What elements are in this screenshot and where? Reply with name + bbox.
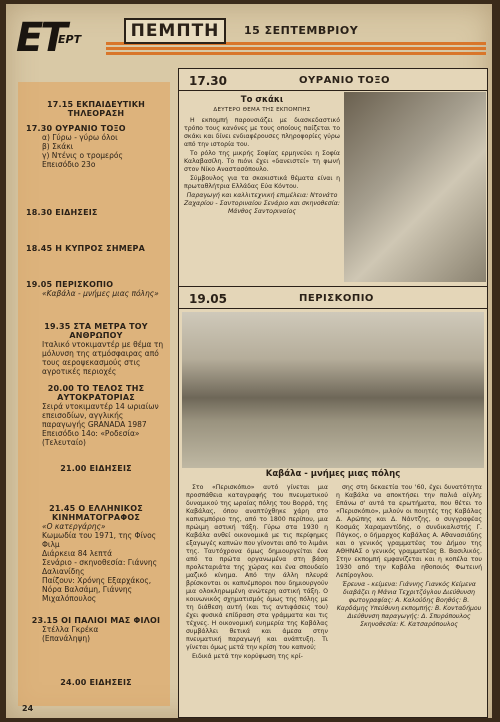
schedule-item: 17.15 ΕΚΠΑΙΔΕΥΤΙΚΗ ΤΗΛΕΟΡΑΣΗ [47, 100, 145, 118]
schedule-item: 21.45 Ο ΕΛΛΗΝΙΚΟΣ ΚΙΝΗΜΑΤΟΓΡΑΦΟΣ «Ο κατεργάρης» Κωμωδία του 1971, της Φίνος Φιλμ Διάρκεια 84 λεπτά Σενάριο - σκηνοθεσία: Γιάννης Δαλιανίδης Παίζουν: Χρόνης Εξαρχάκος, Νόρα Βαλσάμη, Γιάννης Μιχαλόπουλος [42, 504, 157, 603]
schedule-item: 18.30 ΕΙΔΗΣΕΙΣ [26, 208, 98, 217]
schedule-item: 19.35 ΣΤΑ ΜΕΤΡΑ ΤΟΥ ΑΝΘΡΩΠΟΥ Ιταλικό ντοκιμαντέρ με θέμα τη μόλυνση της ατμόσφαιρας από τους αεροψεκασμούς στις αγροτικές περιοχές [42, 322, 164, 376]
day-label: ΠΕΜΠΤΗ [124, 18, 226, 44]
box-header [179, 69, 487, 91]
box-header [179, 287, 487, 309]
schedule-item: 17.30 ΟΥΡΑΝΙΟ ΤΟΞΟ α) Γύρω - γύρω όλοι β) Σκάκι γ) Ντένις ο τρομερός Επεισόδιο 23ο [26, 124, 126, 169]
schedule-column [18, 66, 168, 706]
schedule-item: 21.00 ΕΙΔΗΣΕΙΣ [60, 464, 132, 473]
kavala-harbor-photo [182, 312, 484, 468]
date-label: 15 ΣΕΠΤΕΜΒΡΙΟΥ [244, 24, 359, 37]
masthead [6, 4, 492, 62]
ert1-logo: ET ΕΡΤ [16, 15, 82, 61]
schedule-item: 24.00 ΕΙΔΗΣΕΙΣ [60, 678, 132, 687]
box2-caption-wrap: Καβάλα - μνήμες μιας πόλης [265, 469, 401, 479]
box-time: 17.30 [189, 74, 227, 88]
schedule-item: 20.00 ΤΟ ΤΕΛΟΣ ΤΗΣ ΑΥΤΟΚΡΑΤΟΡΙΑΣ Σειρά ντοκιμαντέρ 14 ωριαίων επεισοδίων, αγγλικής παραγωγής GRANADA 1987 Επεισόδιο 14ο: «Ροδεσία» (Τελευταίο) [42, 384, 159, 447]
box2-col2: σης στη δεκαετία του '60, έχει δυνατότητα η Καβάλα να αποκτήσει την παλιά αίγλη; Επάνω σ' αυτά τα ερωτήματα, που θέτει το «Περισκόπιο», μιλούν οι ποιητές της Καβάλας Δ. Αρώπης και Δ. Νάντζης, ο συγγραφέας Κοσμάς Χαραμαντίδης, ο συνδικαλιστής Γ. Πάγκος, ο δήμαρχος Καβάλας Α. Αθανασιάδης και ο γενικός γραμματέας του Δήμου της ΑΘΗΝΑΣ ο γενικός γραμματέας Β. Βασιλικός. Στην εκπομπή εμφανίζεται και η κοπέλα του 1930 από την Καβάλα ηθοποιός Φωτεινή Λεπίρογλου. Έρευνα - κείμενα: Γιάννης Γιανκός Κείμενα διαβάζει η Μάνια Τεχριτζόγλου Διεύθυνση φωτογραφίας: Α. Καλούδης Βοηθός: Β. Καρδάμης Υπεύθυνη εκπομπής: Β. Κονταδήμου Διεύθυνση παραγωγής: Δ. Σπυρόπουλος Σκηνοθεσία: Κ. Κατσαρόπουλος [336, 484, 482, 628]
decorative-stripes [106, 42, 486, 56]
schedule-item: 18.45 Η ΚΥΠΡΟΣ ΣΗΜΕΡΑ [26, 244, 146, 253]
magazine-page [6, 4, 492, 718]
schedule-item: 23.15 ΟΙ ΠΑΛΙΟΙ ΜΑΣ ΦΙΛΟΙ Στέλλα Γκρέκα (Επανάληψη) [31, 616, 161, 643]
box-time: 19.05 [189, 292, 227, 306]
box-program-name: ΟΥΡΑΝΙΟ ΤΟΞΟ [299, 75, 391, 86]
box2-col1: Στο «Περισκόπιο» αυτό γίνεται μια προσπάθεια καταγραφής του πνευματικού δυναμικού της ωραίας πόλης του Βορρά, της Καβάλας, όπου αναπτύχθηκε χάρη στο καπνεμπόριο της, από το 1800 περίπου, μια πρώιμη αστική τάξη. Γύρω στα 1930 η Καβάλα ανθεί οικονομικά με τις περίφημες εξαγωγές καπνών που γίνονται από το λιμάνι της. Ταυτόχρονα όμως δημιουργείται ένα από τα πρώτα οργανωμένα στη βάση προλεταριάτα της χώρας και ένα σπουδαίο μαζικό κίνημα. Από την άλλη πλευρά βρίσκονται οι καπνέμποροι που δημιουργούν μια ολοκληρωμένη ανώτερη αστική τάξη. Ο κοινωνικός σχηματισμός όμως της πόλης με τη διάθεση αυτή (και τις αντιφάσεις του) έχει φυσικά επίδραση στα γράμματα και τις τέχνες. Η οικονομική ευημερία της Καβάλας συμβάλλει θετικά και άμεσα στην πνευματική παραγωγή και ανάπτυξη. Τι γίνεται όμως μετά την κρίση του καπνού; Ειδικά μετά την κορύφωση της κρί- [186, 484, 328, 660]
chess-photo [344, 92, 486, 282]
page-number: 24 [22, 704, 34, 713]
box1-text: Το σκάκι ΔΕΥΤΕΡΟ ΘΕΜΑ ΤΗΣ ΕΚΠΟΜΠΗΣ Η εκπομπή παρουσιάζει με διασκεδαστικό τρόπο τους κανόνες με τους οποίους παίζεται το σκάκι και δίνει ενδιαφέρουσες πληροφορίες γύρω από την ιστορία του. Το ρόλο της μικρής Σοφίας ερμηνεύει η Σοφία Καλαβασίλη. Το πιόνι έχει «δανειστεί» τη φωνή στον Νίκο Αναστασόπουλο. Σύμβουλος για τα σκακιστικά θέματα είναι η πρωταθλήτρια Ελλάδας Εύα Κόντου. Παραγωγή και καλλιτεχνική επιμέλεια: Ντονάτο Ζαχαρίου - Σαντοριναίου Σενάριο και σκηνοθεσία: Μάνθος Σαντοριναίος [184, 95, 340, 215]
logo-superscript: ΕΡΤ [58, 33, 82, 46]
box-program-name: ΠΕΡΙΣΚΟΠΙΟ [299, 293, 374, 304]
schedule-item: 19.05 ΠΕΡΙΣΚΟΠΙΟ «Καβάλα - μνήμες μιας πόλης» [26, 280, 159, 298]
